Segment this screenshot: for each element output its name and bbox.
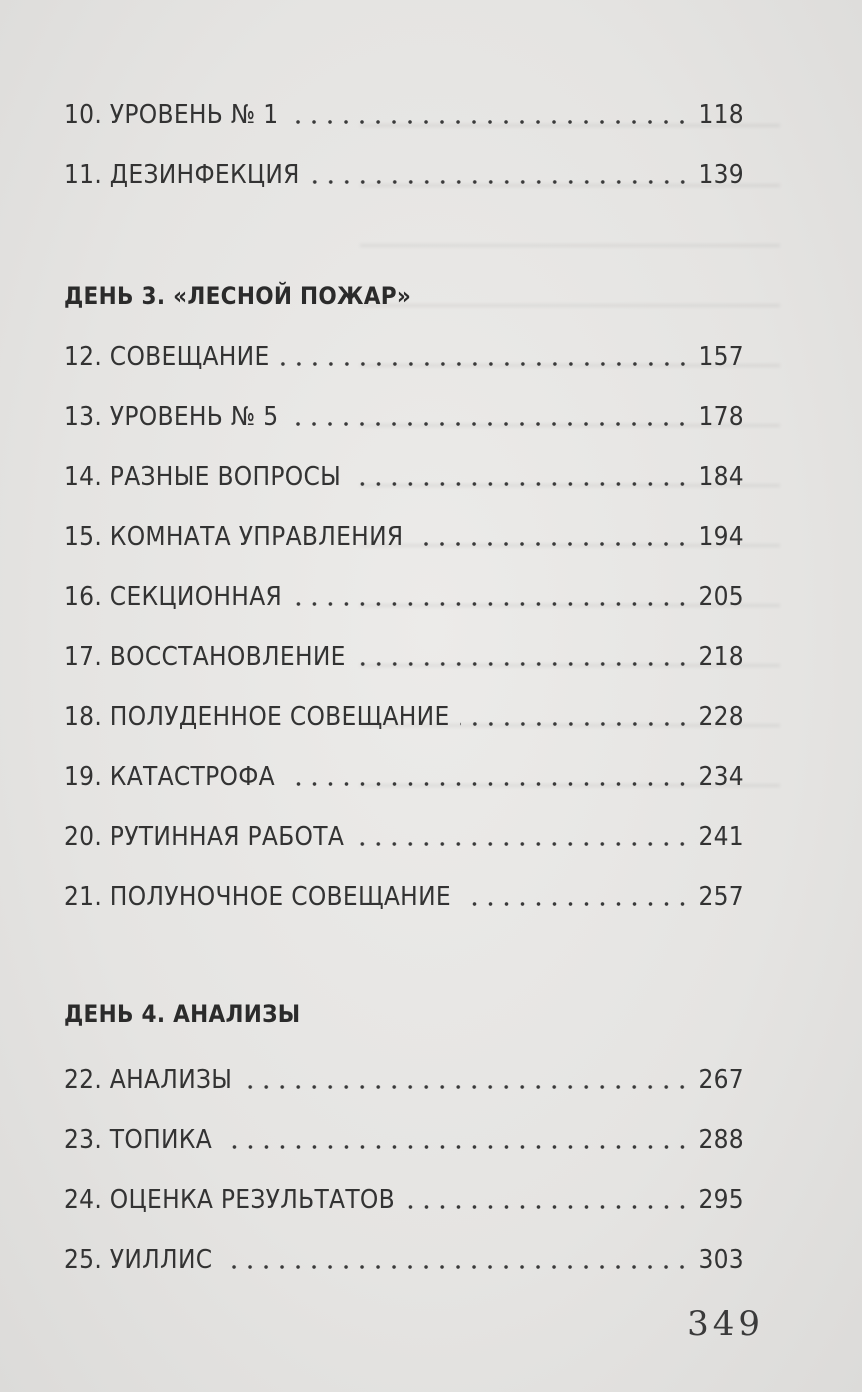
toc-entry: [64, 1055, 744, 1095]
dot-leader: [460, 722, 691, 726]
toc-entry-title: 13. УРОВЕНЬ № 5: [64, 402, 279, 432]
dot-leader: [461, 902, 691, 906]
page-number: 349: [687, 1304, 764, 1344]
toc-entry-page: 228: [698, 702, 744, 732]
toc-entry: [64, 512, 744, 552]
toc-entry-page: 288: [698, 1125, 744, 1155]
toc-entry: [64, 752, 744, 792]
toc-entry-title: 12. СОВЕЩАНИЕ: [64, 342, 270, 372]
toc-entry-title: 17. ВОССТАНОВЛЕНИЕ: [64, 642, 346, 672]
toc-entry-title: 19. КАТАСТРОФА: [64, 762, 275, 792]
toc-entry: [64, 452, 744, 492]
toc-entry: [64, 872, 744, 912]
toc-entry-page: 178: [698, 402, 744, 432]
dot-leader: [285, 782, 690, 786]
toc-entry-title: 18. ПОЛУДЕННОЕ СОВЕЩАНИЕ: [64, 702, 450, 732]
dot-leader: [413, 542, 690, 546]
dot-leader: [405, 1205, 690, 1209]
toc-entry-page: 218: [698, 642, 744, 672]
toc-entry: [64, 332, 744, 372]
dot-leader: [354, 842, 690, 846]
toc-entry-page: 257: [698, 882, 744, 912]
toc-entry-page: 139: [698, 160, 744, 190]
toc-entry-page: 205: [698, 582, 744, 612]
toc-entry: [64, 692, 744, 732]
toc-entry-page: 303: [698, 1245, 744, 1275]
toc-entry-title: 15. КОМНАТА УПРАВЛЕНИЯ: [64, 522, 404, 552]
toc-entry-page: 234: [698, 762, 744, 792]
toc-entry: [64, 392, 744, 432]
toc-entry-title: 10. УРОВЕНЬ № 1: [64, 100, 279, 130]
dot-leader: [222, 1145, 690, 1149]
toc-entry-page: 194: [698, 522, 744, 552]
dot-leader: [242, 1085, 690, 1089]
section-heading: ДЕНЬ 4. АНАЛИЗЫ: [64, 1000, 301, 1028]
dot-leader: [222, 1265, 690, 1269]
toc-entry: [64, 632, 744, 672]
toc-entry-title: 21. ПОЛУНОЧНОЕ СОВЕЩАНИЕ: [64, 882, 451, 912]
toc-entry: [64, 1235, 744, 1275]
dot-leader: [288, 422, 690, 426]
toc-entry-title: 25. УИЛЛИС: [64, 1245, 213, 1275]
toc-entry-title: 20. РУТИННАЯ РАБОТА: [64, 822, 345, 852]
toc-entry: [64, 150, 744, 190]
toc-entry: [64, 90, 744, 130]
toc-entry-title: 14. РАЗНЫЕ ВОПРОСЫ: [64, 462, 342, 492]
dot-leader: [351, 482, 690, 486]
toc-entry-page: 267: [698, 1065, 744, 1095]
toc-entry: [64, 812, 744, 852]
dot-leader: [310, 180, 691, 184]
toc-entry: [64, 572, 744, 612]
dot-leader: [292, 602, 690, 606]
toc-entry-title: 22. АНАЛИЗЫ: [64, 1065, 233, 1095]
toc-entry-title: 23. ТОПИКА: [64, 1125, 212, 1155]
toc-entry-page: 157: [698, 342, 744, 372]
toc-entry-title: 11. ДЕЗИНФЕКЦИЯ: [64, 160, 300, 190]
dot-leader: [280, 362, 691, 366]
dot-leader: [356, 662, 691, 666]
toc-entry: [64, 1175, 744, 1215]
section-heading: ДЕНЬ 3. «ЛЕСНОЙ ПОЖАР»: [64, 282, 412, 310]
toc-entry-title: 16. СЕКЦИОННАЯ: [64, 582, 283, 612]
toc-entry-page: 184: [698, 462, 744, 492]
toc-entry-title: 24. ОЦЕНКА РЕЗУЛЬТАТОВ: [64, 1185, 395, 1215]
toc-entry-page: 118: [698, 100, 744, 130]
toc-entry-page: 295: [698, 1185, 744, 1215]
toc-entry: [64, 1115, 744, 1155]
dot-leader: [288, 120, 690, 124]
toc-entry-page: 241: [698, 822, 744, 852]
